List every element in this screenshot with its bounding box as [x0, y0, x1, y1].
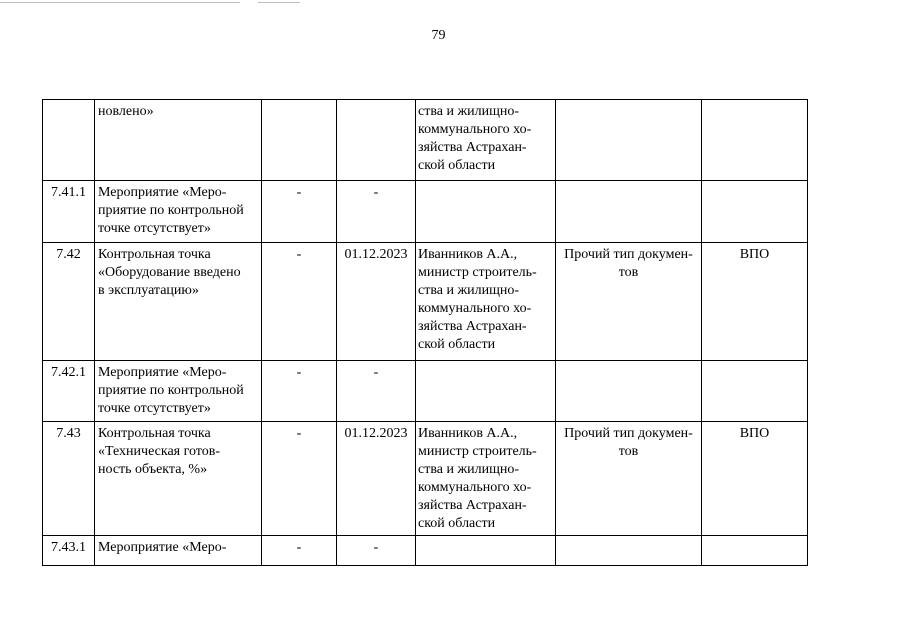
responsible-line: министр строитель-: [418, 265, 537, 280]
end-date-cell: 01.12.2023: [337, 422, 416, 536]
doc-type-cell: [556, 361, 702, 422]
responsible-line: ской области: [418, 158, 496, 173]
row-name-line: приятие по контрольной: [98, 203, 244, 218]
responsible-line: ской области: [418, 337, 496, 352]
responsible-line: Иванников А.А.,: [418, 426, 518, 441]
table-row: [43, 361, 808, 422]
table-row: [43, 243, 808, 361]
table-row: [43, 100, 808, 181]
row-name-cell: [95, 422, 262, 536]
doc-type-line: Прочий тип докумен-: [564, 426, 693, 441]
table-row: [43, 536, 808, 566]
control-points-table: [42, 99, 808, 566]
row-name-cell: [95, 181, 262, 243]
info-system-cell: [702, 536, 808, 566]
info-system-cell: ВПО: [702, 422, 808, 536]
end-date-cell: 01.12.2023: [337, 243, 416, 361]
row-number-cell: [43, 100, 95, 181]
responsible-cell: [416, 100, 556, 181]
start-date-cell: -: [262, 422, 337, 536]
table-row: [43, 181, 808, 243]
row-name-line: точке отсутствует»: [98, 221, 211, 236]
row-name-line: Мероприятие «Меро-: [98, 185, 227, 200]
responsible-cell: [416, 243, 556, 361]
start-date-cell: -: [262, 181, 337, 243]
row-name-line: Контрольная точка: [98, 426, 211, 441]
table-row: [43, 422, 808, 536]
doc-type-line: тов: [618, 265, 639, 280]
responsible-line: министр строитель-: [418, 444, 537, 459]
scan-edge-line-left: [0, 2, 240, 3]
row-name-cell: [95, 536, 262, 566]
doc-type-line: тов: [618, 444, 639, 459]
responsible-line: коммунального хо-: [418, 480, 532, 495]
doc-type-cell: [556, 422, 702, 536]
row-name-cell: [95, 361, 262, 422]
end-date-cell: -: [337, 361, 416, 422]
responsible-line: ства и жилищно-: [418, 283, 520, 298]
row-name-line: в эксплуатацию»: [98, 283, 199, 298]
end-date-cell: -: [337, 536, 416, 566]
responsible-line: Иванников А.А.,: [418, 247, 518, 262]
row-name-line: Контрольная точка: [98, 247, 211, 262]
start-date-cell: [262, 100, 337, 181]
row-number-cell: 7.43.1: [43, 536, 95, 566]
row-name-cell: [95, 243, 262, 361]
responsible-line: коммунального хо-: [418, 301, 532, 316]
responsible-line: зяйства Астрахан-: [418, 319, 527, 334]
responsible-line: ства и жилищно-: [418, 104, 520, 119]
info-system-cell: [702, 181, 808, 243]
doc-type-cell: [556, 100, 702, 181]
doc-type-cell: [556, 243, 702, 361]
responsible-line: зяйства Астрахан-: [418, 498, 527, 513]
responsible-line: ской области: [418, 516, 496, 531]
row-name-line: точке отсутствует»: [98, 401, 211, 416]
row-name-text: Мероприятие «Меро-: [98, 540, 227, 555]
start-date-cell: -: [262, 361, 337, 422]
row-name-line: приятие по контрольной: [98, 383, 244, 398]
responsible-cell: [416, 181, 556, 243]
start-date-cell: -: [262, 243, 337, 361]
start-date-cell: -: [262, 536, 337, 566]
info-system-cell: ВПО: [702, 243, 808, 361]
row-name-line: «Техническая готов-: [98, 444, 221, 459]
responsible-cell: [416, 422, 556, 536]
row-name-line: «Оборудование введено: [98, 265, 241, 280]
row-name-line: ность объекта, %»: [98, 462, 208, 477]
end-date-cell: [337, 100, 416, 181]
row-number-cell: 7.41.1: [43, 181, 95, 243]
info-system-cell: [702, 100, 808, 181]
responsible-cell: [416, 536, 556, 566]
row-name-cell: [95, 100, 262, 181]
scan-edge-line-right: [258, 2, 300, 3]
doc-type-line: Прочий тип докумен-: [564, 247, 693, 262]
row-name-text: новлено»: [98, 104, 154, 119]
responsible-line: зяйства Астрахан-: [418, 140, 527, 155]
responsible-line: ства и жилищно-: [418, 462, 520, 477]
row-number-cell: 7.42: [43, 243, 95, 361]
responsible-line: коммунального хо-: [418, 122, 532, 137]
responsible-cell: [416, 361, 556, 422]
row-number-cell: 7.43: [43, 422, 95, 536]
doc-type-cell: [556, 536, 702, 566]
row-number-cell: 7.42.1: [43, 361, 95, 422]
info-system-cell: [702, 361, 808, 422]
end-date-cell: -: [337, 181, 416, 243]
row-name-line: Мероприятие «Меро-: [98, 365, 227, 380]
doc-type-cell: [556, 181, 702, 243]
page-number: 79: [431, 28, 446, 43]
